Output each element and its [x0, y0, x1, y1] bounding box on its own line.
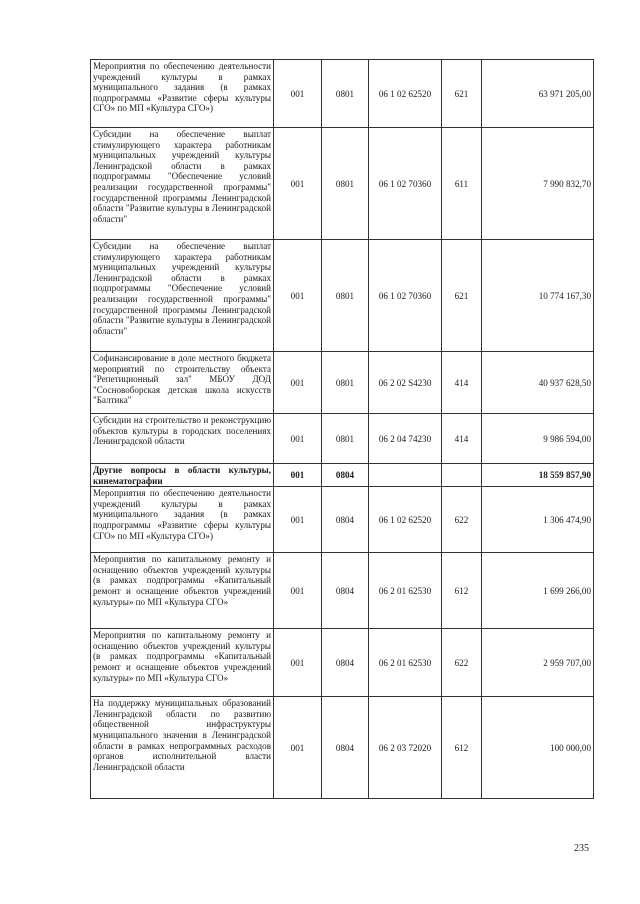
row-sum-cell: 1 306 474,90 — [482, 487, 594, 553]
row-name-cell: Мероприятия по обеспечению деятельности учреждений культуры в рамках муниципального задания (в рамках подпрограммы «Развитие сферы культуры СГО» по МП «Культура СГО») — [91, 60, 274, 128]
table-row — [91, 60, 594, 128]
table-row — [91, 414, 594, 464]
budget-table-body — [91, 60, 594, 799]
table-row — [91, 487, 594, 553]
row-csr-cell: 06 1 02 70360 — [369, 240, 442, 352]
table-row — [91, 240, 594, 352]
row-rzpr-cell: 0801 — [322, 352, 369, 414]
row-vr-cell: 621 — [442, 60, 482, 128]
row-rzpr-cell: 0801 — [322, 240, 369, 352]
row-csr-cell: 06 1 02 62520 — [369, 60, 442, 128]
row-vr-cell: 621 — [442, 240, 482, 352]
row-name-cell: Мероприятия по капитальному ремонту и оснащению объектов учреждений культуры (в рамках подпрограммы «Капитальный ремонт и оснащение объектов учреждений культуры» по МП «Культура СГО» — [91, 553, 274, 629]
row-ved-cell: 001 — [274, 629, 322, 697]
row-csr-cell — [369, 464, 442, 487]
row-sum-cell: 9 986 594,00 — [482, 414, 594, 464]
table-row — [91, 128, 594, 240]
row-vr-cell: 622 — [442, 629, 482, 697]
row-ved-cell: 001 — [274, 128, 322, 240]
row-name-cell: Софинансирование в доле местного бюджета мероприятий по строительству объекта "Репетиционный зал" МБОУ ДОД "Сосновоборская детская школа искусств "Балтика" — [91, 352, 274, 414]
row-sum-cell: 63 971 205,00 — [482, 60, 594, 128]
table-row — [91, 629, 594, 697]
row-csr-cell: 06 2 02 S4230 — [369, 352, 442, 414]
row-sum-cell: 2 959 707,00 — [482, 629, 594, 697]
row-sum-cell: 40 937 628,50 — [482, 352, 594, 414]
row-vr-cell: 612 — [442, 553, 482, 629]
row-ved-cell: 001 — [274, 464, 322, 487]
row-ved-cell: 001 — [274, 240, 322, 352]
row-name-cell: Субсидии на обеспечение выплат стимулирующего характера работникам муниципальных учреждений культуры Ленинградской области в рамках подпрограммы "Обеспечение условий реализации государственной программы" государственной программы Ленинградской области "Развитие культуры в Ленинградской области" — [91, 240, 274, 352]
row-csr-cell: 06 1 02 62520 — [369, 487, 442, 553]
table-row — [91, 553, 594, 629]
row-csr-cell: 06 2 04 74230 — [369, 414, 442, 464]
row-vr-cell — [442, 464, 482, 487]
table-row — [91, 352, 594, 414]
row-name-cell: Другие вопросы в области культуры, кинематографии — [91, 464, 274, 487]
page-number: 235 — [574, 843, 589, 854]
row-sum-cell: 7 990 832,70 — [482, 128, 594, 240]
row-ved-cell: 001 — [274, 60, 322, 128]
row-name-cell: На поддержку муниципальных образований Ленинградской области по развитию общественной инфраструктуры муниципального значения в Ленинградской области в рамках непрограммных расходов органов исполнительной власти Ленинградской области — [91, 697, 274, 799]
row-vr-cell: 611 — [442, 128, 482, 240]
row-ved-cell: 001 — [274, 697, 322, 799]
row-name-cell: Субсидии на строительство и реконструкцию объектов культуры в городских поселениях Ленинградской области — [91, 414, 274, 464]
row-vr-cell: 612 — [442, 697, 482, 799]
table-row — [91, 464, 594, 487]
row-csr-cell: 06 2 01 62530 — [369, 629, 442, 697]
row-csr-cell: 06 1 02 70360 — [369, 128, 442, 240]
budget-table — [90, 59, 594, 799]
row-sum-cell: 100 000,00 — [482, 697, 594, 799]
row-rzpr-cell: 0804 — [322, 553, 369, 629]
row-rzpr-cell: 0801 — [322, 414, 369, 464]
row-csr-cell: 06 2 03 72020 — [369, 697, 442, 799]
row-ved-cell: 001 — [274, 414, 322, 464]
row-name-cell: Мероприятия по обеспечению деятельности учреждений культуры в рамках муниципального задания (в рамках подпрограммы «Развитие сферы культуры СГО» по МП «Культура СГО») — [91, 487, 274, 553]
row-rzpr-cell: 0804 — [322, 629, 369, 697]
row-rzpr-cell: 0804 — [322, 464, 369, 487]
row-vr-cell: 414 — [442, 352, 482, 414]
row-name-cell: Субсидии на обеспечение выплат стимулирующего характера работникам муниципальных учреждений культуры Ленинградской области в рамках подпрограммы "Обеспечение условий реализации государственной программы" государственной программы Ленинградской области "Развитие культуры в Ленинградской области" — [91, 128, 274, 240]
row-rzpr-cell: 0804 — [322, 697, 369, 799]
row-sum-cell: 18 559 857,90 — [482, 464, 594, 487]
row-vr-cell: 414 — [442, 414, 482, 464]
table-row — [91, 697, 594, 799]
row-csr-cell: 06 2 01 62530 — [369, 553, 442, 629]
row-rzpr-cell: 0801 — [322, 60, 369, 128]
row-sum-cell: 10 774 167,30 — [482, 240, 594, 352]
row-ved-cell: 001 — [274, 487, 322, 553]
row-rzpr-cell: 0804 — [322, 487, 369, 553]
row-ved-cell: 001 — [274, 352, 322, 414]
row-vr-cell: 622 — [442, 487, 482, 553]
row-rzpr-cell: 0801 — [322, 128, 369, 240]
row-name-cell: Мероприятия по капитальному ремонту и оснащению объектов учреждений культуры (в рамках подпрограммы «Капитальный ремонт и оснащение объектов учреждений культуры» по МП «Культура СГО» — [91, 629, 274, 697]
row-sum-cell: 1 699 266,00 — [482, 553, 594, 629]
row-ved-cell: 001 — [274, 553, 322, 629]
